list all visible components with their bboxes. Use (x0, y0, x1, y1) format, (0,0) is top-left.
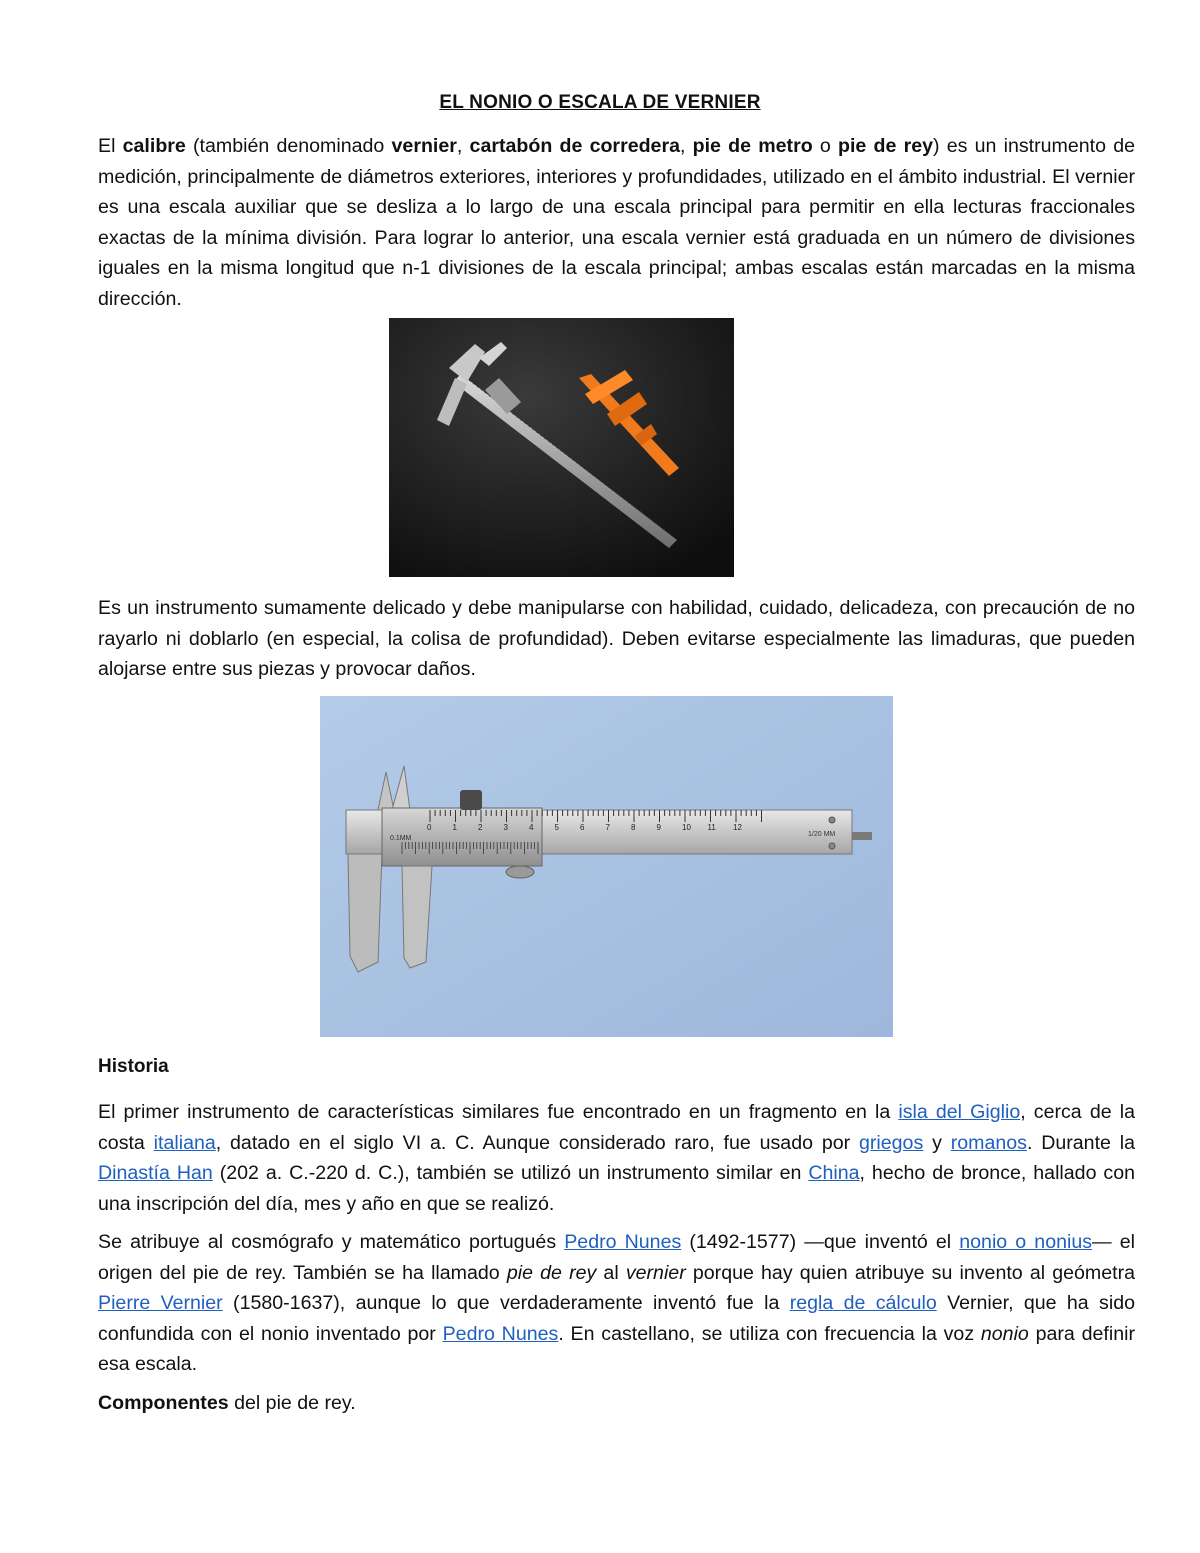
calipers-photo (389, 318, 734, 577)
link-regla-de-calculo[interactable]: regla de cálculo (789, 1292, 937, 1314)
main-scale-number: 2 (478, 823, 483, 832)
main-scale-number: 9 (656, 823, 661, 832)
link-romanos[interactable]: romanos (950, 1131, 1027, 1154)
main-scale-number: 6 (580, 823, 585, 832)
link-pedro-nunes-2[interactable]: Pedro Nunes (442, 1322, 559, 1345)
main-scale-number: 10 (682, 823, 691, 832)
vernier-caliper-photo (320, 696, 893, 1037)
link-dinastia-han[interactable]: Dinastía Han (98, 1162, 213, 1184)
historia-paragraph-2: Se atribuye al cosmógrafo y matemático portugués Pedro Nunes (1492-1577) —que inventó el nonio o nonius— el origen del pie de rey. También se ha llamado pie de rey al vernier porque hay quien atribuye su invento al geómetra Pierre Vernier (1580-1637), aunque lo que verdaderamente inventó fue la regla de cálculo Vernier, que ha sido confundida con el nonio inventado por Pedro Nunes. En castellano, se utiliza con frecuencia la voz nonio para definir esa escala. (98, 1231, 1136, 1375)
main-scale-number: 1 (452, 823, 457, 832)
intro-paragraph: El calibre (también denominado vernier, cartabón de corredera, pie de metro o pie de rey) es un instrumento de medición, principalmente de diámetros exteriores, interiores y profundidades, utilizado en el ámbito industrial. El vernier es una escala auxiliar que se desliza a lo largo de una escala principal para permitir en ella lecturas fraccionales exactas de la mínima división. Para lograr lo anterior, una escala vernier está graduada en un número de divisiones iguales en la misma longitud que n-1 divisiones de la escala principal; ambas escalas están marcadas en la misma dirección. (98, 135, 1136, 310)
link-pedro-nunes[interactable]: Pedro Nunes (564, 1231, 682, 1253)
link-pierre-vernier[interactable]: Pierre Vernier (98, 1292, 223, 1314)
link-griegos[interactable]: griegos (858, 1131, 924, 1154)
main-scale-number: 0 (427, 823, 432, 832)
scale-right-mark: 1/20 MM (808, 831, 836, 838)
link-china[interactable]: China (808, 1162, 860, 1184)
main-scale-number: 8 (631, 823, 636, 832)
main-scale-number: 4 (529, 823, 534, 832)
link-italiana[interactable]: italiana (153, 1131, 216, 1154)
page-title: EL NONIO O ESCALA DE VERNIER (439, 92, 761, 113)
main-scale-number: 11 (707, 823, 716, 832)
care-paragraph: Es un instrumento sumamente delicado y debe manipularse con habilidad, cuidado, delicadeza, con precaución de no rayarlo ni doblarlo (en especial, la colisa de profundidad). Deben evitarse especialmente las limaduras, que pueden alojarse entre sus piezas y provocar daños. (98, 597, 1135, 680)
link-isla-del-giglio[interactable]: isla del Giglio (898, 1101, 1021, 1123)
section-heading-historia: Historia (98, 1056, 169, 1077)
main-scale-number: 7 (605, 823, 610, 832)
link-nonio-o-nonius[interactable]: nonio o nonius (959, 1231, 1093, 1253)
componentes-paragraph: Componentes del pie de rey. (98, 1392, 356, 1414)
main-scale-number: 12 (733, 823, 742, 832)
main-scale-number: 3 (503, 823, 508, 832)
historia-paragraph-1: El primer instrumento de características similares fue encontrado en un fragmento en la isla del Giglio, cerca de la costa italiana, datado en el siglo VI a. C. Aunque considerado raro, fue usado por griegos y romanos. Durante la Dinastía Han (202 a. C.-220 d. C.), también se utilizó un instrumento similar en China, hecho de bronce, hallado con una inscripción del día, mes y año en que se realizó. (98, 1101, 1135, 1215)
scale-unit-label: 0.1MM (390, 835, 412, 842)
main-scale-number: 5 (554, 823, 559, 832)
